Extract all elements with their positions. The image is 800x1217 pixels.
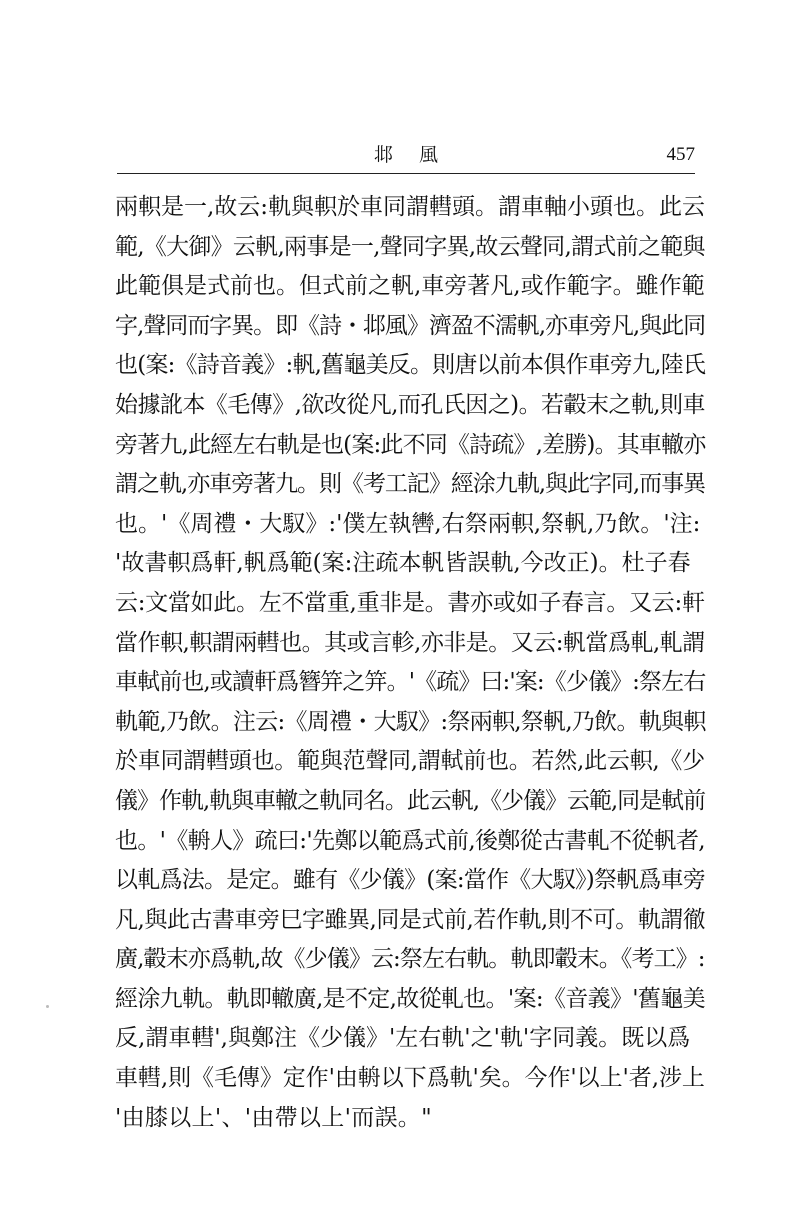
text-line: 範,《大御》云軓,兩事是一,聲同字異,故云聲同,謂式前之範與	[115, 233, 705, 260]
text-line: 車轊,則《毛傳》定作'由輈以下爲軌'矣。今作'以上'者,涉上	[115, 1065, 705, 1092]
text-line: 旁著九,此經左右軌是也(案:此不同《詩疏》,差勝)。其車轍亦	[115, 431, 706, 458]
section-title: 邶風	[373, 144, 464, 166]
text-line: 謂之軌,亦車旁著九。則《考工記》經涂九軌,與此字同,而事異	[115, 471, 706, 498]
text-line: 云:文當如此。左不當重,重非是。書亦或如子春言。又云:軒	[115, 589, 705, 616]
text-line: 也(案:《詩音義》:軓,舊龜美反。則唐以前本俱作車旁九,陸氏	[115, 352, 706, 379]
margin-speck	[46, 1005, 49, 1008]
text-line: 車軾前也,或讀軒爲簪笄之笄。'《疏》曰:'案:《少儀》:祭左右	[115, 669, 706, 696]
header-rule	[117, 173, 695, 174]
text-line: 也。'《周禮・大馭》:'僕左執轡,右祭兩軹,祭軓,乃飲。'注:	[115, 510, 701, 537]
text-line: 以軋爲法。是定。雖有《少儀》(案:當作《大馭》)祭軓爲車旁	[115, 867, 706, 894]
text-line: 儀》作軌,軌與車轍之軌同名。此云軓,《少儀》云範,同是軾前	[115, 787, 706, 814]
page-number: 457	[666, 144, 695, 165]
text-line: '故書軹爲軒,軓爲範(案:注疏本軓皆誤軌,今改正)。杜子春	[115, 550, 691, 577]
text-line: 經涂九軌。軌即轍廣,是不定,故從軋也。'案:《音義》'舊龜美	[115, 985, 705, 1012]
text-line: 始據訛本《毛傳》,欲改從凡,而孔氏因之)。若轂末之軌,則車	[115, 391, 705, 418]
running-header	[117, 142, 695, 176]
body-text	[115, 188, 705, 1138]
text-line: 字,聲同而字異。即《詩・邶風》濟盈不濡軓,亦車旁凡,與此同	[115, 312, 706, 339]
text-line: 軌範,乃飲。注云:《周禮・大馭》:祭兩軹,祭軓,乃飲。軌與軹	[115, 708, 706, 735]
text-line: 於車同謂轊頭也。範與范聲同,謂軾前也。若然,此云軹,《少	[115, 748, 705, 775]
text-line: '由膝以上'、'由帶以上'而誤。"	[115, 1104, 432, 1131]
text-line: 反,謂車轊',與鄭注《少儀》'左右軌'之'軌'字同義。既以爲	[115, 1025, 691, 1052]
text-line: 此範俱是式前也。但式前之軓,車旁著凡,或作範字。雖作範	[115, 273, 705, 300]
text-line: 也。'《輈人》疏曰:'先鄭以範爲式前,後鄭從古書軋不從軓者,	[115, 827, 705, 854]
text-line: 當作軹,軹謂兩轊也。其或言軫,亦非是。又云:軓當爲軋,軋謂	[115, 629, 705, 656]
text-line: 兩軹是一,故云:軌與軹於車同謂轊頭。謂車軸小頭也。此云	[115, 194, 706, 220]
text-line: 凡,與此古書車旁巳字雖異,同是式前,若作軌,則不可。軌謂徹	[115, 906, 706, 933]
text-line: 廣,轂末亦爲軌,故《少儀》云:祭左右軌。軌即轂末。《考工》:	[115, 946, 705, 973]
